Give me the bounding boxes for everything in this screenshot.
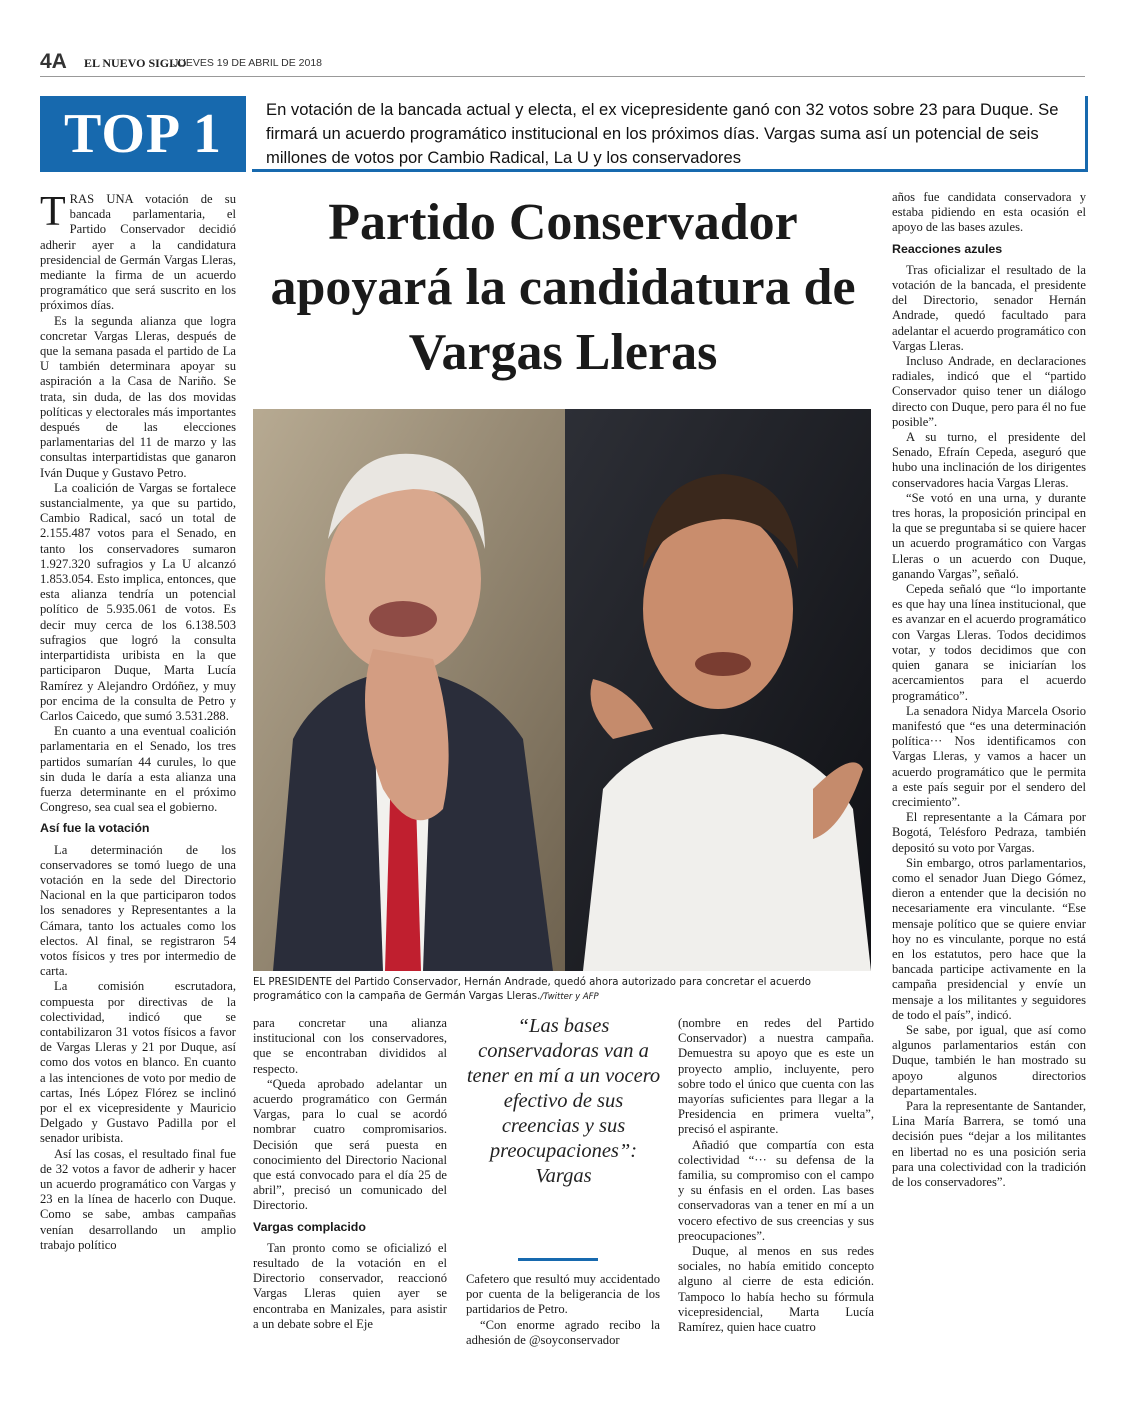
issue-date: JUEVES 19 DE ABRIL DE 2018 bbox=[173, 57, 323, 69]
paragraph: Añadió que compartía con esta colectividad “··· su defensa de la familia, su compromiso con el campo y su énfasis en el orden. Las bases conservadoras van a tener en mí a un vocero efectivo de sus creencias y sus preocupaciones”. bbox=[678, 1137, 874, 1243]
paragraph-text: RAS UNA votación de su bancada parlamentaria, el Partido Conservador decidió adherir ayer a la candidatura presidencial de Germán Vargas Lleras, mediante la firma de un acuerdo programático que será suscrito en los próximos días. bbox=[40, 192, 236, 313]
page-header bbox=[40, 50, 1085, 77]
article-column-4 bbox=[678, 1016, 874, 1335]
paragraph: Es la segunda alianza que logra concretar Vargas Lleras, después de que la semana pasada el partido de La U también determinara apoyar su aspiración a la Casa de Nariño. Se trata, sin duda, de las dos movidas políticas y electorales más importantes después de las elecciones parlamentarias del 11 de marzo y las consultas interpartidistas que ganaron Iván Duque y Gustavo Petro. bbox=[40, 313, 236, 480]
article-column-1 bbox=[40, 189, 236, 1253]
paragraph: La determinación de los conservadores se tomó luego de una votación en la sede del Directorio Nacional en la que participaron todos los senadores y Representantes a la Cámara, tanto los actuales como los electos. Al final, se registraron 54 votos físicos y tres por intermedio de carta. bbox=[40, 842, 236, 979]
paragraph: Incluso Andrade, en declaraciones radiales, indicó que el “partido Conservador quiso tener un diálogo directo con Duque, pero para él no fue posible”. bbox=[892, 354, 1086, 429]
top-badge-label: TOP 1 bbox=[63, 103, 222, 165]
paragraph: El representante a la Cámara por Bogotá, Telésforo Pedraza, también depositó su voto por Vargas. bbox=[892, 810, 1086, 855]
paragraph: “Queda aprobado adelantar un acuerdo programático con Germán Vargas, para lo cual se acordó nombrar cuatro compromisarios. Decisión que será puesta en conocimiento del Directorio Nacional que está convocado para el día 25 de abril”, precisó un comunicado del Directorio. bbox=[253, 1076, 447, 1213]
photo-credit: /Twitter y AFP bbox=[540, 992, 599, 1002]
deck-box bbox=[252, 96, 1088, 172]
subheading: Así fue la votación bbox=[40, 821, 150, 836]
page-number: 4A bbox=[40, 50, 67, 73]
paragraph: Sin embargo, otros parlamentarios, como el senador Juan Diego Gómez, dieron a entender que la decisión no necesariamente era vinculante. “Ese mensaje político que se quiere enviar hoy no es vinculante, porque no está en los estatutos, pero hace que la bancada participe activamente en la campaña presidencial y envíe un mensaje a los militantes y seguidores de todo el país”, indicó. bbox=[892, 855, 1086, 1022]
subheading: Reacciones azules bbox=[892, 241, 1003, 256]
pull-quote: “Las bases conservadoras van a tener en mí a un vocero efectivo de sus creencias y sus preocupaciones”: Vargas bbox=[466, 1015, 661, 1187]
photo-illustration bbox=[253, 409, 871, 971]
top-badge bbox=[40, 96, 246, 172]
article-column-3 bbox=[466, 1272, 660, 1348]
paragraph: Se sabe, por igual, que así como algunos parlamentarios están con Duque, también le han mostrado su apoyo algunos directorios departamentales. bbox=[892, 1022, 1086, 1098]
newspaper-name: EL NUEVO SIGLO bbox=[84, 56, 187, 70]
paragraph: Tras oficializar el resultado de la votación de la bancada, el presidente del Directorio, senador Hernán Andrade, quedó facultado para adelantar el acuerdo programático con Vargas Lleras. bbox=[892, 262, 1086, 353]
article-column-5 bbox=[892, 190, 1086, 1190]
paragraph: “Se votó en una urna, y durante tres horas, la proposición principal en la que se preguntaba si se quiere hacer un acuerdo programático con Vargas Lleras o un acuerdo con Duque, ganando Vargas”, señaló. bbox=[892, 490, 1086, 581]
paragraph: Cepeda señaló que “lo importante es que hay una línea institucional, que es avanzar en el acuerdo programático con Vargas Lleras. Todos decidimos votar, y todos decidimos que con quien ganara se iniciarían los acercamientos para el acuerdo programático”. bbox=[892, 582, 1086, 703]
article-column-2 bbox=[253, 1016, 447, 1332]
drop-cap: T bbox=[40, 189, 66, 235]
paragraph: (nombre en redes del Partido Conservador) a nuestra campaña. Demuestra su apoyo que es este un proyecto amplio, incluyente, pero sobre todo el único que cuenta con las mayorías suficientes para llegar a la Presidencia en primera vuelta”, precisó el aspirante. bbox=[678, 1016, 874, 1137]
pull-quote-rule bbox=[518, 1258, 598, 1261]
caption-lead: EL PRESIDENTE bbox=[253, 977, 333, 988]
subheading: Vargas complacido bbox=[253, 1219, 366, 1234]
paragraph: A su turno, el presidente del Senado, Efraín Cepeda, aseguró que hubo una inclinación de los dirigentes conservadores hacia Vargas Lleras. bbox=[892, 430, 1086, 490]
deck-text: En votación de la bancada actual y electa, el ex vicepresidente ganó con 32 votos sobre 23 para Duque. Se firmará un acuerdo programático institucional en los próximos días. Vargas suma así un potencial de seis millones de votos por Cambio Radical, La U y los conservadores bbox=[266, 100, 1059, 167]
paragraph: para concretar una alianza institucional con los conservadores, que se encontraban divididos al respecto. bbox=[253, 1016, 447, 1076]
paragraph: Cafetero que resultó muy accidentado por cuenta de la beligerancia de los partidarios de Petro. bbox=[466, 1272, 660, 1317]
paragraph: Duque, al menos en sus redes sociales, no había emitido concepto alguno al cierre de esta edición. Tampoco lo había hecho su fórmula vicepresidencial, Marta Lucía Ramírez, quien hace cuatro bbox=[678, 1244, 874, 1335]
paragraph: En cuanto a una eventual coalición parlamentaria en el Senado, los tres partidos sumarían 44 curules, lo que sin duda le daría a esta alianza una fuerza determinante en el próximo Congreso, sea cual sea el gobierno. bbox=[40, 724, 236, 815]
paragraph: La comisión escrutadora, compuesta por directivas de la colectividad, indicó que se contabilizaron 31 votos físicos a favor de Vargas Lleras y 21 por Duque, así como dos votos en blanco. En cuanto a las intenciones de voto por medio de cartas, Inés López Flórez se inclinó por el ex vicepresidente y Mauricio Delgado y Gustavo Padilla por el senador uribista. bbox=[40, 979, 236, 1146]
paragraph: La coalición de Vargas se fortalece sustancialmente, ya que su partido, Cambio Radical, sacó un total de 2.155.487 votos para el Senado, en tanto los conservadores sumaron 1.927.320 sufragios y La U alcanzó 1.853.054. Esto implica, entonces, que esta alianza tendría un potencial político de 5.935.061 de votos. Es decir muy cerca de los 6.138.503 sufragios que logró la consulta interpartidista uribista en la que participaron Duque, Marta Lucía Ramírez y Alejandro Ordóñez, y muy por encima de la consulta de Petro y Carlos Caicedo, que sumó 3.531.288. bbox=[40, 480, 236, 723]
paragraph: Así las cosas, el resultado final fue de 32 votos a favor de adherir y hacer un acuerdo programático con Vargas y 23 en la línea de hacerlo con Duque. Como se sabe, ambas campañas venían desarrollando un amplio trabajo político bbox=[40, 1146, 236, 1252]
paragraph: La senadora Nidya Marcela Osorio manifestó que “es una determinación política··· Nos identificamos con Vargas Lleras, y vamos a hacer un acuerdo programático que le permita a este país seguir por el sendero del crecimiento”. bbox=[892, 703, 1086, 809]
article-photo bbox=[253, 409, 871, 971]
caption-text: del Partido Conservador, Hernán Andrade, quedó ahora autorizado para concretar el acuerdo programático con la campaña de Germán Vargas Lleras. bbox=[253, 977, 812, 1002]
headline: Partido Conservador apoyará la candidatura de Vargas Lleras bbox=[270, 194, 856, 381]
paragraph: “Con enorme agrado recibo la adhesión de @soyconservador bbox=[466, 1317, 660, 1347]
paragraph: años fue candidata conservadora y estaba pidiendo en esta ocasión el apoyo de las bases azules. bbox=[892, 190, 1086, 235]
paragraph: Tan pronto como se oficializó el resultado de la votación en el Directorio conservador, reaccionó Vargas Lleras quien ayer se encontraba en Manizales, para asistir a un debate sobre el Eje bbox=[253, 1240, 447, 1331]
paragraph bbox=[40, 189, 236, 314]
paragraph: Para la representante de Santander, Lina María Barrera, se tomó una decisión pues “dejar a los militantes en libertad no es una posición seria para una colectividad con la tradición de los conservadores”. bbox=[892, 1098, 1086, 1189]
photo-caption bbox=[253, 976, 871, 1004]
